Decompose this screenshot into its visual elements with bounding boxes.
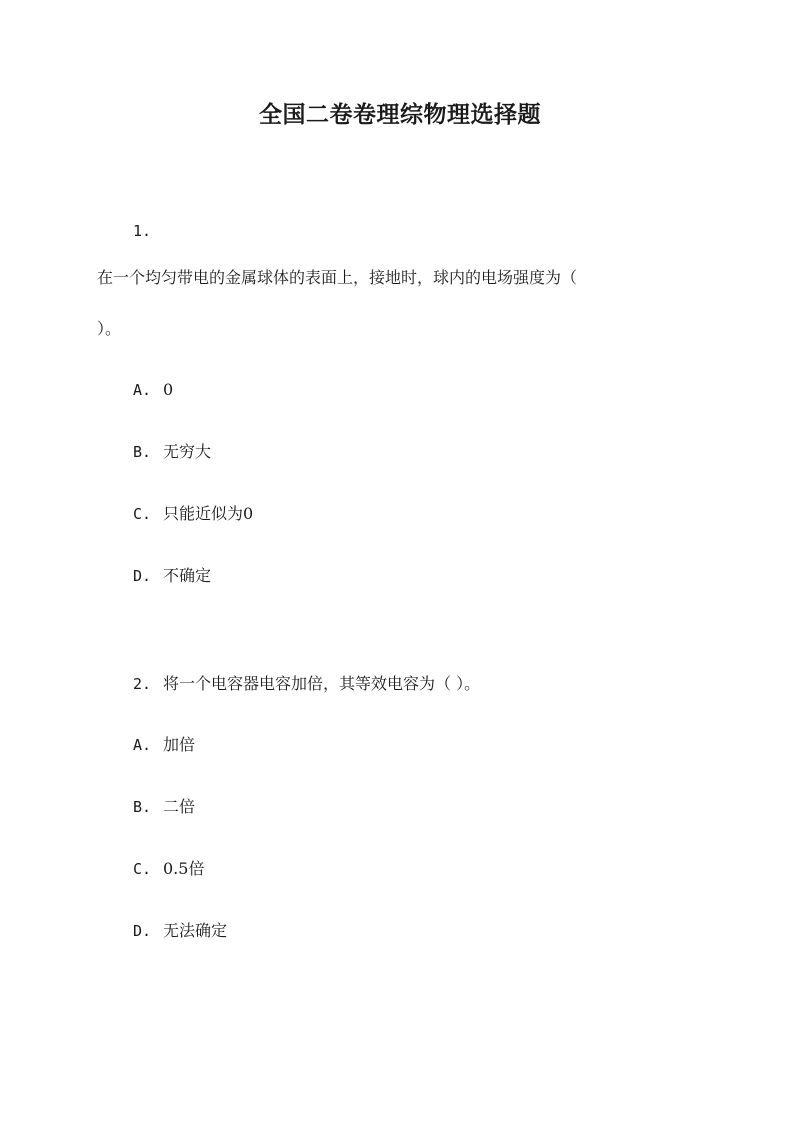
question-1-option-b: [133, 442, 211, 462]
question-2-option-b: [133, 797, 195, 817]
question-1-option-c: [133, 504, 253, 524]
question-2-option-d: [133, 921, 227, 941]
option-letter: B.: [133, 798, 152, 816]
question-1-option-d: [133, 566, 211, 586]
option-letter: C.: [133, 505, 152, 523]
question-1-stem-line-1: 在一个均匀带电的金属球体的表面上，接地时，球内的电场强度为（: [97, 268, 578, 287]
option-text: 加倍: [163, 735, 196, 754]
option-letter: C.: [133, 860, 152, 878]
option-text: 只能近似为0: [163, 504, 254, 523]
question-1-option-a: [133, 380, 173, 400]
option-letter: A.: [133, 736, 152, 754]
question-2-number: 2.: [133, 675, 152, 693]
option-text: 二倍: [163, 797, 196, 816]
option-text: 无穷大: [163, 442, 212, 461]
question-2-option-c: [133, 859, 204, 879]
option-letter: D.: [133, 567, 152, 585]
option-letter: D.: [133, 922, 152, 940]
option-text: 0: [163, 380, 174, 399]
question-2-option-a: [133, 735, 195, 755]
question-2-stem-text: 将一个电容器电容加倍，其等效电容为（ ）。: [163, 674, 481, 693]
option-text: 不确定: [163, 566, 212, 585]
option-letter: B.: [133, 443, 152, 461]
question-2-stem: [133, 674, 480, 694]
option-text: 0.5倍: [163, 859, 205, 878]
question-1-number: 1.: [133, 222, 152, 240]
option-letter: A.: [133, 381, 152, 399]
document-title: 全国二卷卷理综物理选择题: [259, 101, 541, 128]
option-text: 无法确定: [163, 921, 228, 940]
question-1-stem-line-2: ）。: [97, 319, 122, 338]
